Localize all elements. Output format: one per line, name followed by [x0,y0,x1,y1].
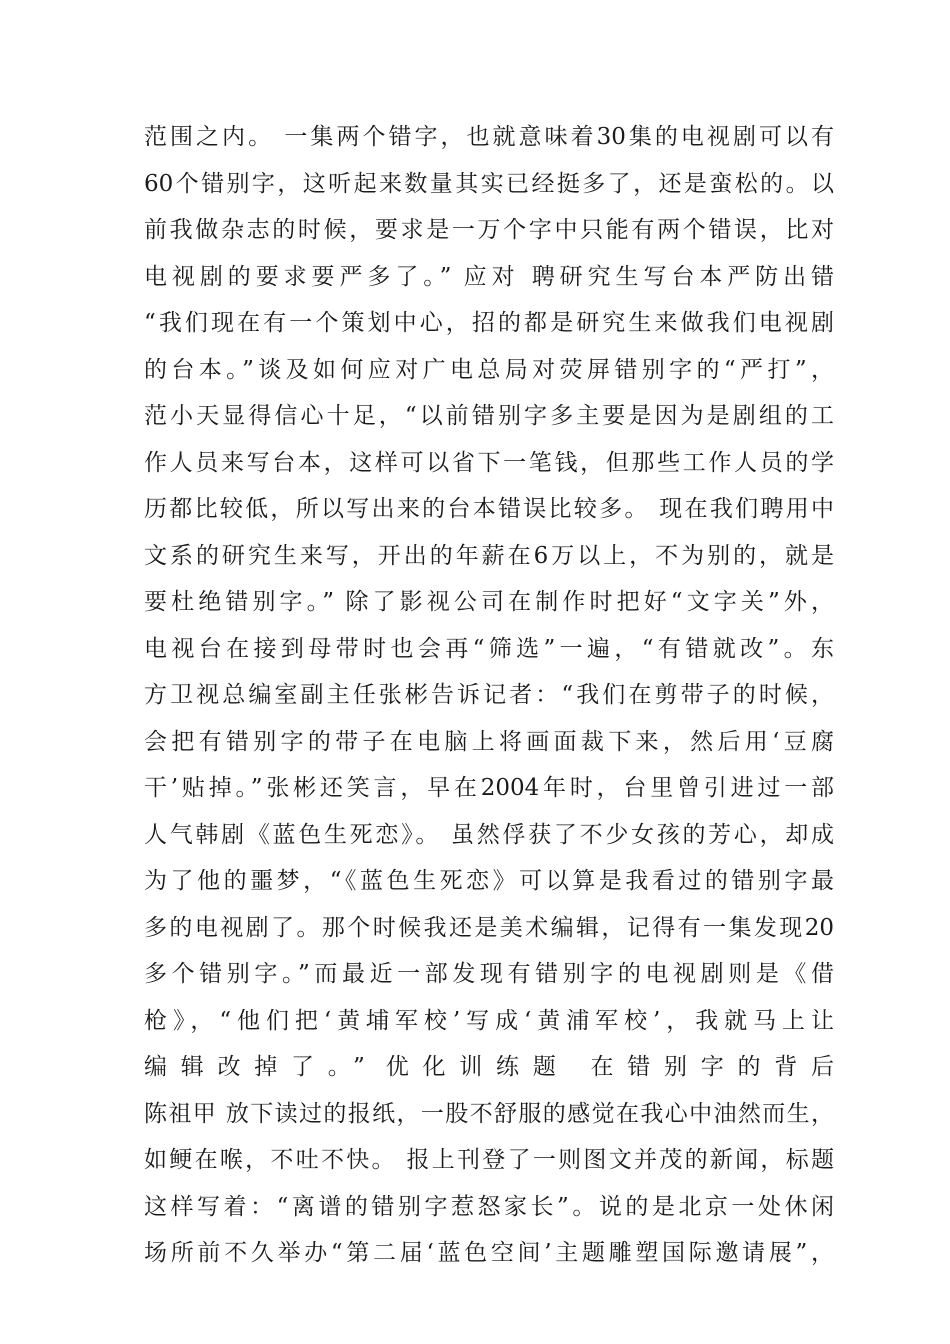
text-line: 编辑改掉了。” 优化训练题 在错别字的背后 [144,1054,834,1080]
text-line: 文系的研究生来写，开出的年薪在6万以上，不为别的，就是 [144,542,834,569]
text-line: 电视剧的要求要严多了。” 应对 聘研究生写台本严防出错 [144,263,834,290]
text-line: 前我做杂志的时候，要求是一万个字中只能有两个错误，比对 [144,217,834,243]
text-line: 这样写着：“离谱的错别字惹怒家长”。说的是北京一处休闲 [144,1193,834,1220]
text-line: 会把有错别字的带子在电脑上将画面裁下来，然后用‘豆腐 [144,728,834,755]
text-line: “我们现在有一个策划中心，招的都是研究生来做我们电视剧 [144,310,834,336]
text-line: 要杜绝错别字。” 除了影视公司在制作时把好“文字关”外， [144,589,834,615]
text-line: 范小天显得信心十足，“以前错别字多主要是因为是剧组的工 [144,403,834,429]
text-line: 方卫视总编室副主任张彬告诉记者：“我们在剪带子的时候， [144,682,834,708]
text-line: 多的电视剧了。那个时候我还是美术编辑，记得有一集发现20 [144,914,834,941]
text-line: 枪》，“他们把‘黄埔军校’写成‘黄浦军校’，我就马上让 [144,1007,834,1034]
text-line: 为了他的噩梦，“《蓝色生死恋》可以算是我看过的错别字最 [144,868,834,894]
text-line: 干’贴掉。”张彬还笑言，早在2004年时，台里曾引进过一部 [144,775,834,801]
text-line: 陈祖甲 放下读过的报纸，一股不舒服的感觉在我心中油然而生， [144,1100,834,1127]
body-text [144,114,834,1277]
text-line: 的台本。”谈及如何应对广电总局对荧屏错别字的“严打”， [144,356,834,383]
text-line: 历都比较低，所以写出来的台本错误比较多。 现在我们聘用中 [144,496,834,522]
text-line: 范围之内。 一集两个错字，也就意味着30集的电视剧可以有 [144,124,834,150]
text-line: 作人员来写台本，这样可以省下一笔钱，但那些工作人员的学 [144,449,834,476]
text-line: 电视台在接到母带时也会再“筛选”一遍，“有错就改”。东 [144,635,834,662]
text-line: 场所前不久举办“第二届‘蓝色空间’主题雕塑国际邀请展”， [144,1240,834,1266]
text-line: 多个错别字。”而最近一部发现有错别字的电视剧则是《借 [144,961,834,987]
text-line: 60个错别字，这听起来数量其实已经挺多了，还是蛮松的。以 [144,170,834,197]
text-line: 如鲠在喉，不吐不快。 报上刊登了一则图文并茂的新闻，标题 [144,1147,834,1173]
text-line: 人气韩剧《蓝色生死恋》。 虽然俘获了不少女孩的芳心，却成 [144,821,834,848]
